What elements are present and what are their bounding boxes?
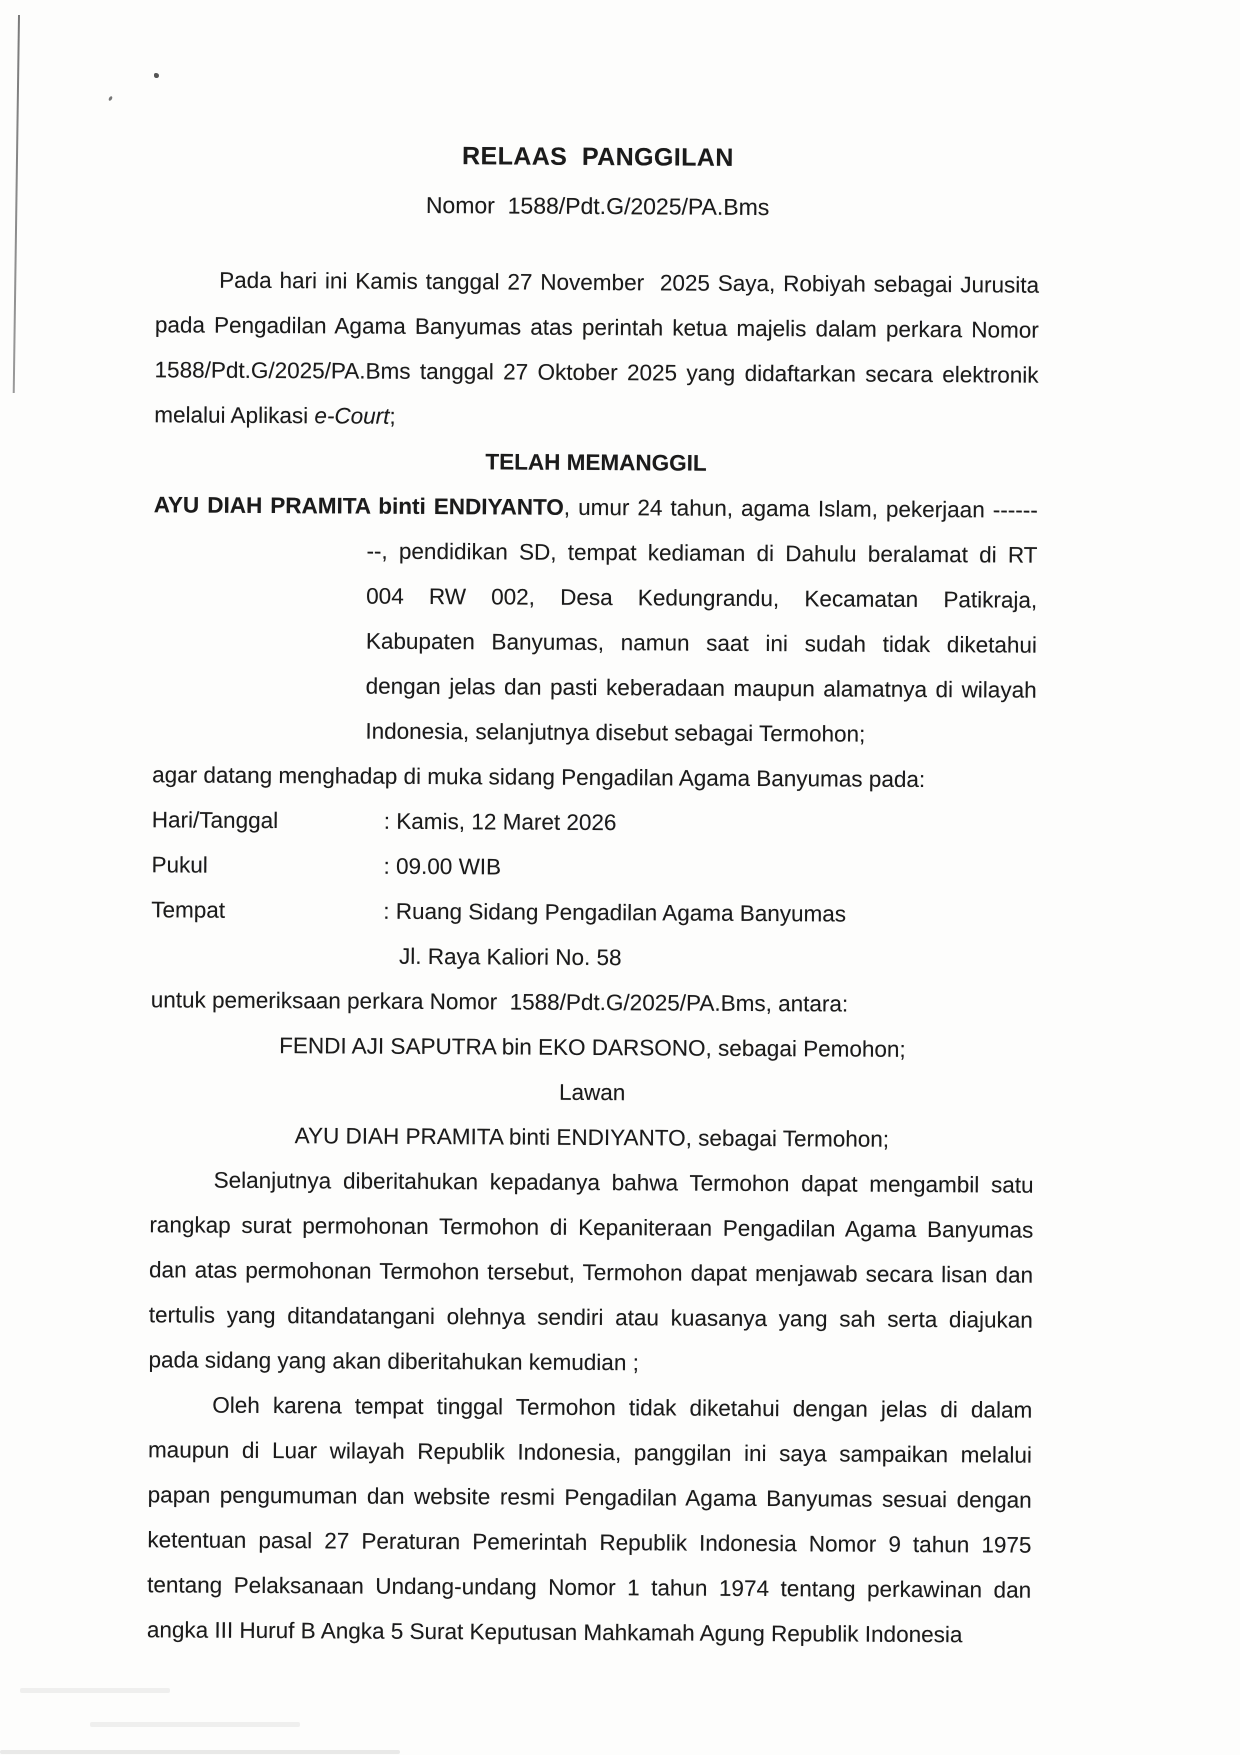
scan-speck <box>108 96 113 102</box>
schedule-row-place <box>151 887 1035 937</box>
text-line: --, pendidikan SD, tempat kediaman di Dahulu beralamat di RT <box>366 538 1038 568</box>
schedule-label: Pukul <box>151 852 208 878</box>
text-line: tentang Pelaksanaan Undang-undang Nomor 1 tahun 1974 tentang perkawinan dan <box>147 1572 1032 1603</box>
text-line: papan pengumuman dan website resmi Pengadilan Agama Banyumas sesuai dengan <box>147 1482 1032 1513</box>
text-line: pada sidang yang akan diberitahukan kemudian ; <box>148 1347 639 1376</box>
schedule-value: : Kamis, 12 Maret 2026 <box>383 808 617 836</box>
text-line: pada Pengadilan Agama Banyumas atas perintah ketua majelis dalam perkara Nomor <box>154 312 1039 343</box>
scan-streak <box>20 1688 170 1693</box>
document-title: RELAAS PANGGILAN <box>462 142 734 172</box>
text-line: 004 RW 002, Desa Kedungrandu, Kecamatan Patikraja, <box>366 583 1038 613</box>
versus-label: Lawan <box>558 1079 626 1106</box>
text-line: Indonesia, selanjutnya disebut sebagai Termohon; <box>365 718 866 747</box>
text-line: maupun di Luar wilayah Republik Indonesia, panggilan ini saya sampaikan melalui <box>147 1437 1033 1468</box>
case-number: Nomor 1588/Pdt.G/2025/PA.Bms <box>425 191 770 221</box>
text-line: rangkap surat permohonan Termohon di Kepaniteraan Pengadilan Agama Banyumas <box>149 1212 1034 1243</box>
text-line: tertulis yang ditandatangani olehnya sendiri atau kuasanya yang sah serta diajukan <box>148 1302 1033 1333</box>
text-line: AYU DIAH PRAMITA binti ENDIYANTO, umur 24 tahun, agama Islam, pekerjaan ------ <box>153 492 1038 523</box>
petitioner-line: FENDI AJI SAPUTRA bin EKO DARSONO, sebagai Pemohon; <box>279 1033 906 1062</box>
text-line: 1588/Pdt.G/2025/PA.Bms tanggal 27 Oktober 2025 yang didaftarkan secara elektronik <box>154 357 1039 388</box>
text-line: ketentuan pasal 27 Peraturan Pemerintah Republik Indonesia Nomor 9 tahun 1975 <box>147 1527 1032 1558</box>
respondent-identity <box>152 482 1038 757</box>
text-line: Oleh karena tempat tinggal Termohon tidak diketahui dengan jelas di dalam <box>212 1392 1033 1423</box>
respondent-name: AYU DIAH PRAMITA binti ENDIYANTO <box>153 492 564 520</box>
scan-streak <box>0 1750 400 1754</box>
court-address-line: Jl. Raya Kaliori No. 58 <box>398 943 622 971</box>
text-line: dan atas permohonan Termohon tersebut, Termohon dapat menjawab secara lisan dan <box>149 1257 1034 1288</box>
scan-streak <box>90 1722 300 1727</box>
scan-speck <box>154 73 159 78</box>
summon-heading: TELAH MEMANGGIL <box>485 449 707 476</box>
text-line: angka III Huruf B Angka 5 Surat Keputusan Mahkamah Agung Republik Indonesia <box>146 1617 963 1648</box>
schedule-label: Hari/Tanggal <box>151 807 279 834</box>
text-line: melalui Aplikasi e-Court; <box>154 402 396 429</box>
schedule-row-time <box>151 842 1035 892</box>
text-line: Pada hari ini Kamis tanggal 27 November 2025 Saya, Robiyah sebagai Jurusita <box>219 267 1040 298</box>
schedule-value: : Ruang Sidang Pengadilan Agama Banyumas <box>383 898 847 927</box>
respondent-line: AYU DIAH PRAMITA binti ENDIYANTO, sebagai Termohon; <box>294 1123 890 1152</box>
text-line: Kabupaten Banyumas, namun saat ini sudah tidak diketahui <box>365 628 1037 658</box>
schedule-label: Tempat <box>151 897 226 923</box>
ecourt-italic: e-Court <box>314 403 390 429</box>
case-reference-line: untuk pemeriksaan perkara Nomor 1588/Pdt.G/2025/PA.Bms, antara: <box>150 987 849 1017</box>
scan-paper-edge-line <box>13 15 20 393</box>
opening-paragraph <box>154 257 1039 442</box>
document-page <box>147 137 1040 1657</box>
appearance-line: agar datang menghadap di muka sidang Pengadilan Agama Banyumas pada: <box>152 762 926 793</box>
notice-paragraph <box>148 1157 1033 1387</box>
text-line: dengan jelas dan pasti keberadaan maupun alamatnya di wilayah <box>365 673 1037 703</box>
schedule-value: : 09.00 WIB <box>383 853 502 880</box>
schedule-table <box>151 797 1036 982</box>
text-line: Selanjutnya diberitahukan kepadanya bahwa Termohon dapat mengambil satu <box>213 1167 1034 1198</box>
publication-paragraph <box>147 1382 1033 1657</box>
schedule-row-date <box>152 797 1036 847</box>
